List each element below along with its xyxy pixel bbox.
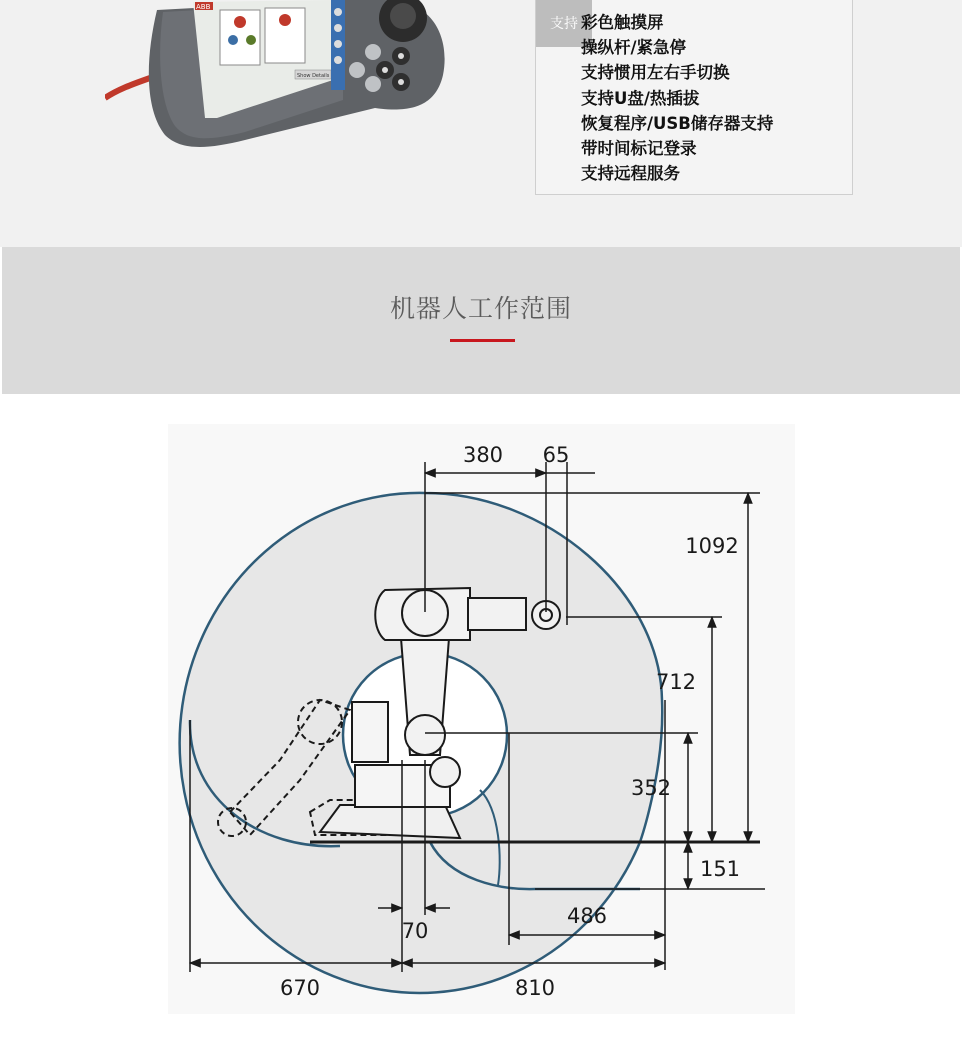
feature-item: 支持惯用左右手切换: [581, 63, 730, 83]
title-underline: [450, 339, 515, 342]
feature-box: [535, 0, 853, 195]
section-title: 机器人工作范围: [389, 294, 572, 323]
dim-label-380: 380: [462, 443, 504, 467]
feature-tag: 支持: [536, 0, 592, 47]
dim-label-352: 352: [630, 776, 672, 800]
feature-item: 操纵杆/紧急停: [581, 38, 687, 58]
abb-logo: ABB: [196, 3, 211, 11]
dim-label-486: 486: [566, 904, 608, 928]
feature-item: 支持远程服务: [581, 164, 680, 184]
dim-label-1092: 1092: [685, 534, 739, 558]
feature-item: 支持U盘/热插拔: [581, 88, 700, 108]
dim-label-810: 810: [514, 976, 556, 1000]
feature-list: [581, 10, 773, 186]
teach-pendant-image: [105, 0, 450, 160]
dim-label-670: 670: [279, 976, 321, 1000]
feature-item: 恢复程序/USB储存器支持: [581, 113, 774, 133]
dim-label-70: 70: [401, 919, 429, 943]
product-feature-section: [0, 0, 962, 247]
show-details-button: Show Details: [297, 73, 330, 79]
robot-working-range-diagram: [168, 424, 795, 1014]
feature-item: 彩色触摸屏: [581, 13, 664, 32]
dim-label-65: 65: [542, 443, 570, 467]
dim-label-151: 151: [699, 857, 741, 881]
feature-item: 带时间标记登录: [581, 139, 697, 159]
dim-label-712: 712: [655, 670, 697, 694]
